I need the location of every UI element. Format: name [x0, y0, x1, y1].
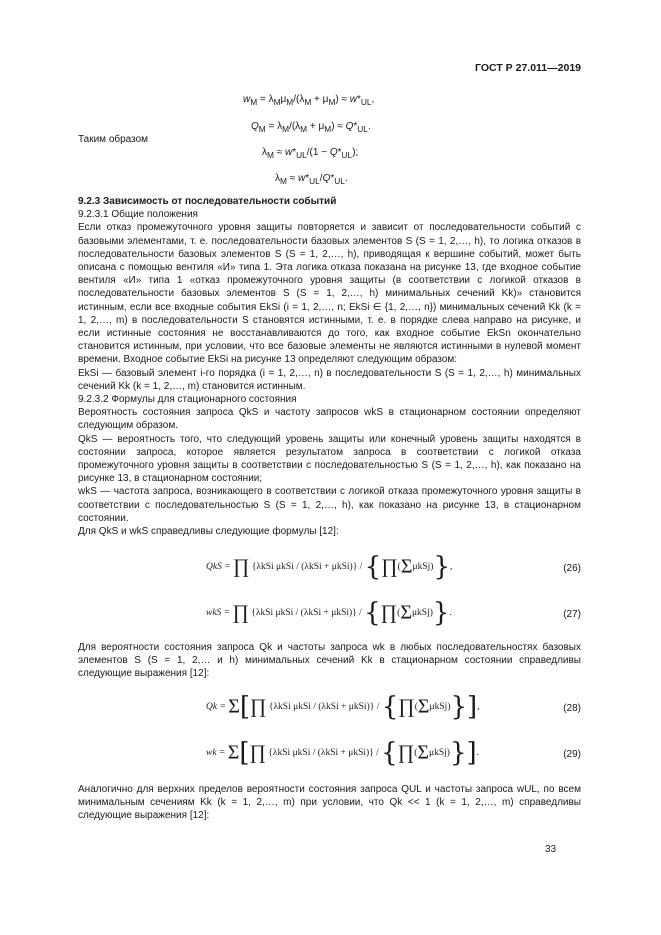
- equation-28: Qk = Σ[∏ {λkSi μkSi / (λkSi + μkSi)} / {∏(ΣμkSj)}],: [206, 692, 480, 722]
- subsection-2-title: 9.2.3.2 Формулы для стационарного состояния: [78, 394, 297, 406]
- equation-26: QkS = ∏ {λkSi μkSi / (λkSi + μkSi)} / {∏(ΣμkSj)},: [206, 552, 453, 582]
- equation-29-number: (29): [563, 749, 581, 760]
- section-text-3: [78, 783, 581, 823]
- paragraph-7: Для вероятности состояния запроса Qk и частоты запроса wk в любых последовательностях базовых элементов S (S = 1, 2,… и h) минимальных сечений Kk в стационарном состоянии справедливы следующие выражения [12]:: [78, 642, 581, 680]
- formula-lambda-1: $\lambda_M \approx w*_{UL}/(1 - Q*_{UL})$;: [262, 147, 359, 160]
- thus-label: Таким образом: [78, 134, 149, 145]
- formula-lambda-2: $\lambda_M \approx w*_{UL}/Q*_{UL}$.: [275, 173, 348, 186]
- section-text: [78, 195, 581, 538]
- paragraph-5: wkS — частота запроса, возникающего в соответствии с логикой отказа промежуточного уровня защиты в соответствии с последовательностью S (S = 1, 2,…, h), как показано на рисунке 13, в стационарном состоянии.: [78, 486, 581, 524]
- standard-header: ГОСТ Р 27.011—2019: [475, 62, 581, 74]
- equation-27: wkS = ∏ {λkSi μkSi / (λkSi + μkSi)} / {∏(ΣμkSj)}.: [206, 598, 452, 628]
- paragraph-8: Аналогично для верхних пределов вероятности состояния запроса QUL и частоты запроса wUL, по всем минимальным сечениям Kk (k = 1, 2,…, m) при условии, что Qk << 1 (k = 1, 2,…, m) справедливы следующие выражения [12]:: [78, 784, 581, 822]
- equation-27-number: (27): [563, 609, 581, 620]
- formula-w-m: $w_M = \lambda_M\mu_M/(\lambda_M + \mu_M) \approx w*_{UL}$,: [243, 94, 375, 107]
- equation-28-number: (28): [563, 703, 581, 714]
- page-number: 33: [545, 844, 557, 855]
- equation-29: wk = Σ[∏ {λkSi μkSi / (λkSi + μkSi)} / {∏(ΣμkSj)}].: [206, 738, 480, 768]
- paragraph-6: Для QkS и wkS справедливы следующие формулы [12]:: [78, 526, 339, 538]
- section-text-2: [78, 641, 581, 681]
- subsection-1-title: 9.2.3.1 Общие положения: [78, 209, 198, 221]
- paragraph-3: Вероятность состояния запроса QkS и частоту запросов wkS в стационарном состоянии определяют следующим образом.: [78, 407, 581, 432]
- formula-q-m: $Q_M = \lambda_M/(\lambda_M + \mu_M) \approx Q*_{UL}$.: [251, 121, 371, 134]
- paragraph-1: Если отказ промежуточного уровня защиты повторяется и зависит от последовательности событий с базовыми элементами, т. е. последовательности базовых элементов S (S = 1, 2,…, h), то логика отказов в последовательности базовых элементов S (S = 1, 2,…, h), приводящая к вершине событий, может быть описана с помощью вентиля «И» типа 1. Эта логика отказа показана на рисунке 13, где входное событие вентиля «И» типа 1 «отказ промежуточного уровня защиты (в соответствии с логикой отказов в последовательности базовых элементов S (S = 1, 2,…, h) минимальных сечений Kk)» становится истинным, если все входные события EkSi (i = 1, 2,…, n; EkSi ∈ {1, 2,…, n}) минимальных сечений Kk (k = 1, 2,…, m) в последовательности S становятся истинными, т. е. в порядке слева направо на рисунке, и если истинные состояния не восстанавливаются до того, как входное событие EkSn окончательно становится истинным, при условии, что все базовые элементы не являются истинными в нулевой момент времени. Входное событие EkSi на рисунке 13 определяют следующим образом:: [78, 222, 581, 366]
- paragraph-2: EkSi — базовый элемент i-го порядка (i = 1, 2,…, n) в последовательности S (S = 1, 2,…, h) минимальных сечений Kk (k = 1, 2,…, m) становится истинным.: [78, 367, 581, 392]
- section-heading: 9.2.3 Зависимость от последовательности событий: [78, 196, 337, 207]
- paragraph-4: QkS — вероятность того, что следующий уровень защиты или конечный уровень защиты находятся в состоянии запроса, которое является результатом запроса в соответствии с логикой отказа промежуточного уровня защиты в соответствии с последовательностью S (S = 1, 2,…, h), как показано на рисунке 13, в стационарном состоянии;: [78, 433, 581, 485]
- equation-26-number: (26): [563, 563, 581, 574]
